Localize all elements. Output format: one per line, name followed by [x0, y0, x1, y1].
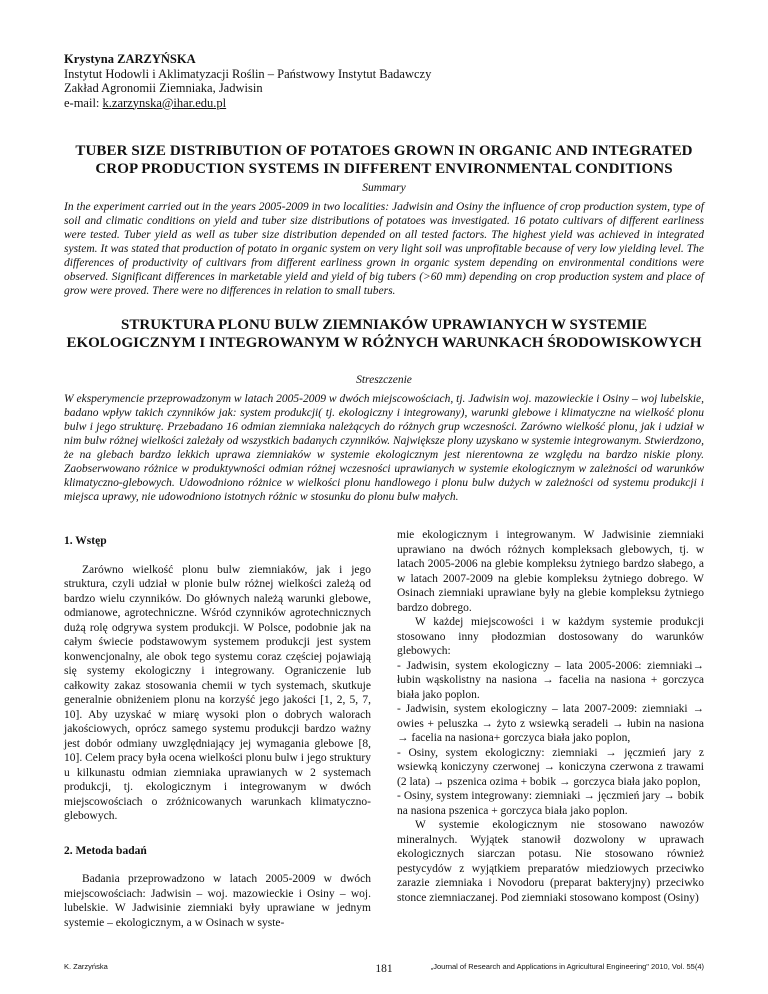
page-number: 181: [375, 963, 393, 975]
section-1-paragraph: Zarówno wielkość plonu bulw ziemniaków, jak i jego struktura, czyli udział w plonie bulw różnej wielkości zależą od bardzo wielu czynników. Do głównych należą warunki glebowe, odmianowe, agrotechniczne. Wśród czynników agrotechnicznych dużą rolę odgrywa system produkcji. W Polsce, podobnie jak na całym świecie podstawowym systemem produkcji jest system konwencjonalny, ale obok tego systemu coraz częściej pojawiają się systemy ekologiczny i integrowany. Ograniczenie lub całkowity zakaz stosowania chemii w tych systemach, skutkuje generalnie obniżeniem plonu na korzyść jego jakości [1, 2, 5, 7, 10]. Aby uzyskać w miarę wysoki plon o dobrych walorach jakościowych, oprócz samego systemu produkcji bardzo ważny jest dobór odmiany uwzględniający jej wymagania glebowe [8, 10]. Celem pracy była ocena wielkości plonu bulw i jego struktury u kilkunastu odmian ziemniaka uprawianych w 2 systemach produkcji, tj. ekologicznym i integrowanym w dwóch miejscowościach o zróżnicowanych warunkach klimatyczno-glebowych.: [64, 563, 371, 822]
rotation-item-1: - Jadwisin, system ekologiczny – lata 2005-2006: ziemniaki→ łubin wąskolistny na nasiona → facelia na nasiona + gorczyca biała jako poplon.: [397, 659, 704, 701]
streszczenie-heading: Streszczenie: [356, 374, 412, 386]
rotation-item-3: - Osiny, system ekologiczny: ziemniaki → jęczmień jary z wsiewką koniczyny czerwonej → koniczyna czerwona z trawami (2 lata) → pszenica ozima + bobik → gorczyca biała jako poplon,: [397, 746, 704, 788]
author-name: Krystyna ZARZYŃSKA: [64, 52, 196, 66]
author-institute: Instytut Hodowli i Aklimatyzacji Roślin – Państwowy Instytut Badawczy: [64, 66, 432, 81]
english-summary: In the experiment carried out in the years 2005-2009 in two localities: Jadwisin and Osiny the influence of crop production system, type of soil and climatic conditions on yield and tuber size distributions of potatoes was investigated. 16 potato cultivars of different earliness were tested. Tuber yield as well as tuber size distribution depended on all tested factors. The highest yield was achieved in integrated system. It was stated that production of potato in organic system on very light soil was unprofitable because of very low yielding level. The differences of productivity of cultivars from different earliness grown in organic system depending on environmental conditions were observed. Significant differences in marketable yield and yield of big tubers (>60 mm) depending on crop production system and place of grow were proved. There were no differences in relation to small tubers.: [64, 201, 704, 297]
polish-summary: W eksperymencie przeprowadzonym w latach 2005-2009 w dwóch miejscowościach, tj. Jadwisin woj. mazowieckie i Osiny – woj lubelskie, badano wpływ takich czynników jak: system produkcji( tj. ekologiczny i integrowany), warunki glebowe i klimatyczne na wielkość plonu bulw i jego strukturę. Przebadano 16 odmian ziemniaka należących do różnych grup wczesności. Zarówno wielkość plonu, jak i udział w nim bulw różnej wielkości zależały od wszystkich badanych czynników. Największe plony uzyskano w systemie integrowanym. Stwierdzono, że na glebach bardzo lekkich uprawa ziemniaków w systemie ekologicznym jest nierentowna ze względu na bardzo niskie plony. Zaobserwowano różnice w produktywności odmian różnej wczesności uprawianych w systemie ekologicznym w zależności od warunków klimatyczno-glebowych. Udowodniono różnice w wielkości plonu handlowego i plonu bulw dużych w zależności od systemu produkcji i miejsca uprawy, nie udowodniono istotnych różnic w stosunku do plonu bulw małych.: [64, 393, 704, 503]
right-paragraph-1: mie ekologicznym i integrowanym. W Jadwisinie ziemniaki uprawiano na dwóch różnych kompleksach glebowych, tj. w latach 2005-2006 na glebie kompleksu żytniego bardzo słabego, a w latach 2007-2009 na glebie kompleksu żytniego dobrego. W Osinach ziemniaki uprawiane były na glebie kompleksu żytniego bardzo dobrego.: [397, 529, 704, 614]
section-1-heading: 1. Wstęp: [64, 535, 107, 547]
footer-author: K. Zarzyńska: [64, 962, 108, 971]
summary-heading: Summary: [362, 182, 406, 194]
author-block: [64, 52, 704, 110]
right-paragraph-3: W systemie ekologicznym nie stosowano nawozów mineralnych. Wyjątek stanowił dozwolony w uprawach ekologicznych siarczan potasu. Nie stosowano również pestycydów z wyjątkiem preparatów miedziowych przeciwko zarazie ziemniaka i Novodoru (preparat bakteryjny) przeciwko stonce ziemniaczanej. Pod ziemniaki stosowano kompost (Osiny): [397, 819, 704, 904]
section-2-paragraph: Badania przeprowadzono w latach 2005-2009 w dwóch miejscowościach: Jadwisin – woj. mazowieckie i Osiny – woj. lubelskie. W Jadwisinie ziemniaki były uprawiane w jednym systemie – ekologicznym, a w Osinach w syste-: [64, 873, 371, 929]
author-department: Zakład Agronomii Ziemniaka, Jadwisin: [64, 81, 263, 95]
footer-journal: „Journal of Research and Applications in Agricultural Engineering" 2010, Vol. 55(4): [430, 962, 704, 971]
left-column: [64, 534, 371, 930]
right-column: [397, 528, 704, 905]
author-email-line: [64, 96, 704, 111]
polish-title: STRUKTURA PLONU BULW ZIEMNIAKÓW UPRAWIANYCH W SYSTEMIE EKOLOGICZNYM I INTEGROWANYM W RÓŻNYCH WARUNKACH ŚRODOWISKOWYCH: [66, 317, 702, 351]
right-paragraph-2: W każdej miejscowości i w każdym systemie produkcji stosowano inny płodozmian dostosowany do warunków glebowych:: [397, 616, 704, 657]
english-title: TUBER SIZE DISTRIBUTION OF POTATOES GROWN IN ORGANIC AND INTEGRATED CROP PRODUCTION SYSTEMS IN DIFFERENT ENVIRONMENTAL CONDITIONS: [75, 143, 693, 177]
email-label: e-mail:: [64, 95, 103, 110]
section-2-heading: 2. Metoda badań: [64, 844, 147, 857]
rotation-item-2: - Jadwisin, system ekologiczny – lata 2007-2009: ziemniaki → owies + peluszka → żyto z wsiewką seradeli → łubin na nasiona → facelia na nasiona+ gorczyca biała jako poplon,: [397, 703, 704, 744]
page-footer: [64, 962, 704, 976]
rotation-item-4: - Osiny, system integrowany: ziemniaki → jęczmień jary → bobik na nasiona pszenica + gorczyca biała jako poplon.: [397, 790, 704, 817]
email-link[interactable]: k.zarzynska@ihar.edu.pl: [102, 95, 227, 110]
